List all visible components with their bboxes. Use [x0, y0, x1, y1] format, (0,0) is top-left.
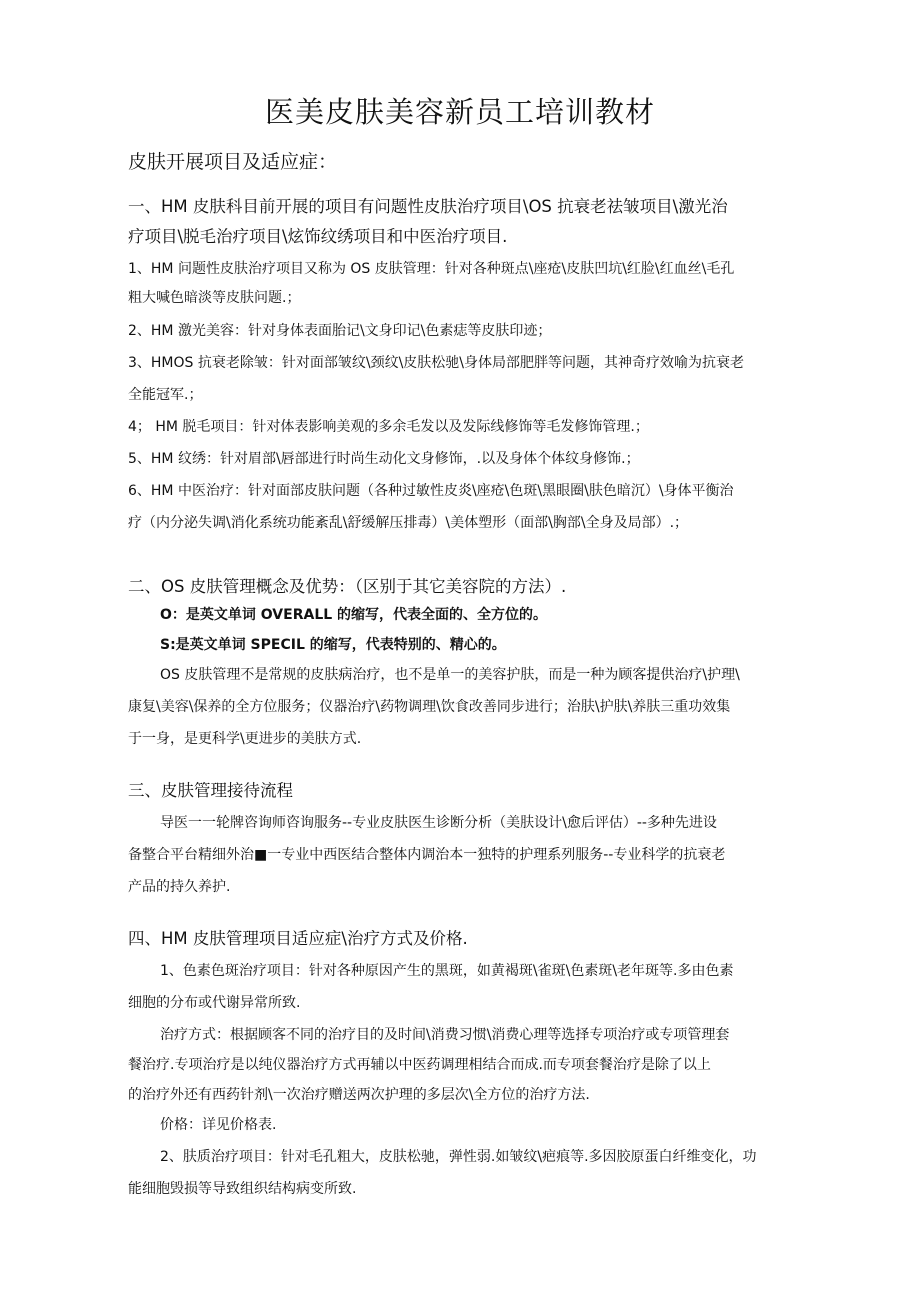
- section3-heading: 三、皮肤管理接待流程: [128, 781, 293, 800]
- section1-item-line: 疗（内分泌失调\消化系统功能紊乱\舒缓解压排毒）\美体塑形（面部\胸部\全身及局部）.；: [128, 515, 689, 531]
- document-title: 医美皮肤美容新员工培训教材: [264, 95, 655, 129]
- section1-heading-line1: 一、HM 皮肤科目前开展的项目有问题性皮肤治疗项目\OS 抗衰老祛皱项目\激光治: [128, 197, 728, 216]
- section1-item-line: 粗大喊色暗淡等皮肤问题.；: [128, 290, 301, 306]
- section1-item-line: 5、HM 纹绣：针对眉部\唇部进行时尚生动化文身修饰，.以及身体个体纹身修饰.；: [128, 451, 640, 467]
- section2-s-definition: S:是英文单词 SPECIL 的缩写，代表特别的、精心的。: [160, 637, 506, 653]
- section3-paragraph-line: 备整合平台精细外治■一专业中西医结合整体内调治本一独特的护理系列服务--专业科学的抗衰老: [128, 847, 726, 863]
- section4-price-line: 价格：详见价格表.: [160, 1117, 277, 1133]
- section1-item-line: 4； HM 脱毛项目：针对体表影响美观的多余毛发以及发际线修饰等毛发修饰管理.；: [128, 419, 649, 435]
- section4-heading: 四、HM 皮肤管理项目适应症\治疗方式及价格.: [128, 929, 468, 948]
- section1-heading-line2: 疗项目\脱毛治疗项目\炫饰纹绣项目和中医治疗项目.: [128, 227, 508, 246]
- section4-paragraph-line: 餐治疗.专项治疗是以纯仪器治疗方式再辅以中医药调理相结合而成.而专项套餐治疗是除了以上: [128, 1057, 711, 1073]
- section1-item-line: 6、HM 中医治疗：针对面部皮肤问题（各种过敏性皮炎\座疮\色斑\黑眼圈\肤色暗沉）\身体平衡治: [128, 483, 734, 499]
- section1-item-line: 1、HM 问题性皮肤治疗项目又称为 OS 皮肤管理：针对各种斑点\座疮\皮肤凹坑\红脸\红血丝\毛孔: [128, 261, 735, 277]
- section2-heading: 二、OS 皮肤管理概念及优势：（区别于其它美容院的方法）.: [128, 577, 567, 596]
- section2-paragraph-line: 康复\美容\保养的全方位服务；仪器治疗\药物调理\饮食改善同步进行；治肤\护肤\养肤三重功效集: [128, 699, 731, 715]
- section4-paragraph-line: 治疗方式：根据顾客不同的治疗目的及时间\消费习惯\消费心理等选择专项治疗或专项管理套: [160, 1027, 730, 1043]
- document-subtitle: 皮肤开展项目及适应症：: [128, 151, 338, 173]
- section1-item-line: 2、HM 激光美容：针对身体表面胎记\文身印记\色素痣等皮肤印迹；: [128, 323, 552, 339]
- section2-o-definition: O：是英文单词 OVERALL 的缩写，代表全面的、全方位的。: [160, 607, 548, 623]
- section4-paragraph-line: 细胞的分布或代谢异常所致.: [128, 995, 301, 1011]
- section4-paragraph-line: 1、色素色斑治疗项目：针对各种原因产生的黑斑，如黄褐斑\雀斑\色素斑\老年斑等.多由色素: [160, 963, 734, 979]
- section4-paragraph-line: 的治疗外还有西药针剂\一次治疗赠送两次护理的多层次\全方位的治疗方法.: [128, 1087, 590, 1103]
- section2-paragraph-line: 于一身，是更科学\更进步的美肤方式.: [128, 731, 362, 747]
- section3-paragraph-line: 产品的持久养护.: [128, 879, 231, 895]
- section1-item-line: 全能冠军.；: [128, 387, 203, 403]
- section4-paragraph-line: 能细胞毁损等导致组织结构病变所致.: [128, 1181, 357, 1197]
- section4-paragraph-line: 2、肤质治疗项目：针对毛孔粗大，皮肤松驰，弹性弱.如皱纹\疤痕等.多因胶原蛋白纤维变化，功: [160, 1149, 757, 1165]
- section3-paragraph-line: 导医一一轮牌咨询师咨询服务--专业皮肤医生诊断分析（美肤设计\愈后评估）--多种先进设: [160, 815, 717, 831]
- section1-item-line: 3、HMOS 抗衰老除皱：针对面部皱纹\颈纹\皮肤松驰\身体局部肥胖等问题，其神奇疗效喻为抗衰老: [128, 355, 745, 371]
- section2-paragraph-line: OS 皮肤管理不是常规的皮肤病治疗，也不是单一的美容护肤，而是一种为顾客提供治疗\护理\: [160, 667, 740, 683]
